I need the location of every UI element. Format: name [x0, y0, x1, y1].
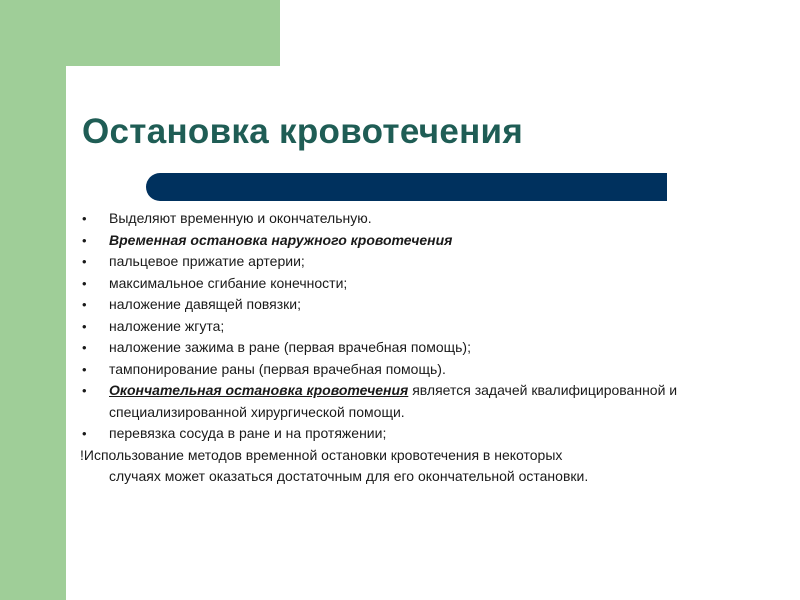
- slide-title: Остановка кровотечения: [82, 112, 524, 151]
- green-background-left: [0, 0, 66, 600]
- bullet-icon: •: [82, 275, 87, 291]
- list-item: [82, 251, 742, 273]
- bullet-icon: •: [82, 318, 87, 334]
- note-line-2: случаях может оказаться достаточным для его окончательной остановки.: [109, 468, 589, 484]
- list-item: [82, 423, 742, 445]
- list-item-text: Выделяют временную и окончательную.: [109, 210, 372, 226]
- bullet-icon: •: [82, 297, 87, 312]
- list-item-text: Временная остановка наружного кровотечения: [109, 231, 453, 248]
- list-item: [82, 380, 742, 423]
- list-item: [82, 337, 742, 359]
- note-line-1: !Использование методов временной остановки кровотечения в некоторых: [80, 446, 563, 463]
- list-item-text: наложение зажима в ране (первая врачебная помощь);: [109, 339, 471, 355]
- list-item: [82, 230, 742, 252]
- slide-body: [82, 208, 742, 488]
- list-item-text: максимальное сгибание конечности;: [109, 274, 348, 291]
- list-item-text: наложение давящей повязки;: [109, 296, 302, 312]
- list-item: [82, 359, 742, 381]
- green-background-top: [0, 0, 280, 66]
- bullet-icon: •: [82, 361, 87, 377]
- bullet-icon: •: [82, 232, 87, 248]
- list-item: [82, 316, 742, 338]
- bullet-icon: •: [82, 340, 87, 355]
- bullet-icon: •: [82, 254, 87, 269]
- list-item-emphasis: Окончательная остановка кровотечения: [109, 382, 409, 398]
- bullet-icon: •: [82, 211, 87, 226]
- list-item-text: является задачей квалифицированной и специализированной хирургической помощи.: [109, 382, 678, 420]
- list-item-text: перевязка сосуда в ране и на протяжении;: [109, 425, 387, 441]
- bullet-icon: •: [82, 426, 87, 441]
- list-item-text: наложение жгута;: [109, 317, 225, 334]
- list-item: [82, 208, 742, 230]
- list-item-text: тампонирование раны (первая врачебная помощь).: [109, 360, 446, 377]
- bullet-icon: •: [82, 383, 87, 398]
- list-item: [82, 273, 742, 295]
- list-item-text: пальцевое прижатие артерии;: [109, 253, 305, 269]
- list-item: [82, 294, 742, 316]
- title-underline-bar: [160, 173, 667, 201]
